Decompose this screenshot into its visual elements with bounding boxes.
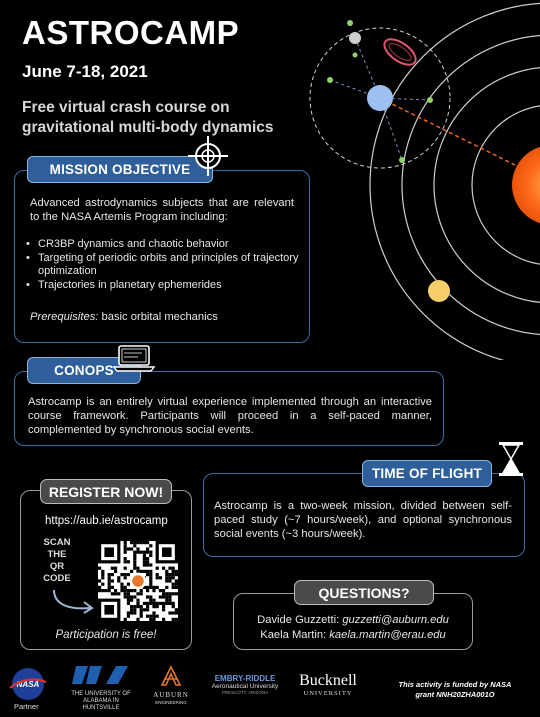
prereq-label: Prerequisites: bbox=[30, 311, 99, 323]
tagline: Free virtual crash course on gravitational multi-body dynamics bbox=[22, 99, 274, 136]
partner-label: Partner bbox=[14, 702, 39, 711]
contact-email[interactable]: kaela.martin@erau.edu bbox=[329, 629, 446, 641]
tof-tab bbox=[362, 460, 492, 487]
scan-prompt: SCAN THE QR CODE bbox=[43, 537, 71, 584]
bucknell-logo: Bucknell UNIVERSITY bbox=[299, 672, 357, 697]
list-item: • Targeting of periodic orbits and principles of trajectory optimization bbox=[24, 252, 302, 279]
target-icon bbox=[186, 134, 230, 178]
planet-yellow bbox=[428, 280, 450, 302]
mission-label: MISSION OBJECTIVE bbox=[49, 162, 191, 177]
list-item: • Trajectories in planetary ephemerides bbox=[24, 279, 302, 293]
register-tab bbox=[40, 479, 172, 504]
tof-label: TIME OF FLIGHT bbox=[371, 466, 483, 481]
embry-riddle-logo: EMBRY-RIDDLE Aeronautical University PRESCOTT, ARIZONA bbox=[211, 674, 279, 695]
register-label: REGISTER NOW! bbox=[48, 483, 164, 500]
moon-grey bbox=[349, 32, 361, 44]
poster-title: ASTROCAMP bbox=[22, 14, 240, 51]
green-dot bbox=[347, 20, 353, 26]
uah-mark bbox=[70, 664, 132, 686]
prerequisites bbox=[30, 310, 300, 324]
halo-orbit bbox=[380, 34, 420, 69]
prereq-value: basic orbital mechanics bbox=[101, 311, 218, 323]
contact-name: Kaela Martin: bbox=[260, 629, 327, 641]
contact-2 bbox=[233, 629, 473, 641]
planet-blue bbox=[367, 85, 393, 111]
conops-text: Astrocamp is an entirely virtual experience implemented through an interactive course framework. Participants will proceed in a self-paced manner, complemented by synchronous social events. bbox=[28, 396, 432, 436]
contact-1 bbox=[233, 614, 473, 626]
questions-tab bbox=[294, 580, 434, 605]
sun-line bbox=[380, 98, 515, 165]
auburn-mark bbox=[160, 666, 182, 686]
nasa-swoosh bbox=[8, 676, 48, 692]
arrow-icon bbox=[50, 588, 98, 616]
nasa-logo: NASA bbox=[12, 668, 44, 700]
tof-text: Astrocamp is a two-week mission, divided between self-paced study (~7 hours/week), and optional synchronous social events (~3 hours/week). bbox=[214, 500, 512, 540]
laptop-icon bbox=[112, 344, 156, 374]
contact-email[interactable]: guzzetti@auburn.edu bbox=[342, 614, 449, 626]
funding-note: This activity is funded by NASA grant NNH20ZHA001O bbox=[398, 680, 512, 699]
mission-bullets bbox=[24, 238, 302, 292]
uah-logo: THE UNIVERSITY OF ALABAMA IN HUNTSVILLE bbox=[70, 664, 132, 712]
register-link[interactable]: https://aub.ie/astrocamp bbox=[45, 515, 168, 527]
qr-code[interactable] bbox=[98, 541, 178, 621]
orbit-diagram bbox=[290, 0, 540, 360]
list-item: • CR3BP dynamics and chaotic behavior bbox=[24, 238, 302, 252]
hourglass-icon bbox=[496, 440, 526, 478]
questions-label: QUESTIONS? bbox=[318, 584, 410, 601]
participation-free: Participation is free! bbox=[55, 629, 157, 641]
conops-label: CONOPS bbox=[54, 363, 114, 378]
contact-name: Davide Guzzetti: bbox=[257, 614, 340, 626]
auburn-logo: AUBURN ENGINEERING bbox=[148, 666, 194, 706]
mission-intro: Advanced astrodynamics subjects that are relevant to the NASA Artemis Program including: bbox=[30, 197, 294, 223]
event-dates: June 7-18, 2021 bbox=[22, 62, 148, 81]
sun bbox=[512, 145, 540, 225]
